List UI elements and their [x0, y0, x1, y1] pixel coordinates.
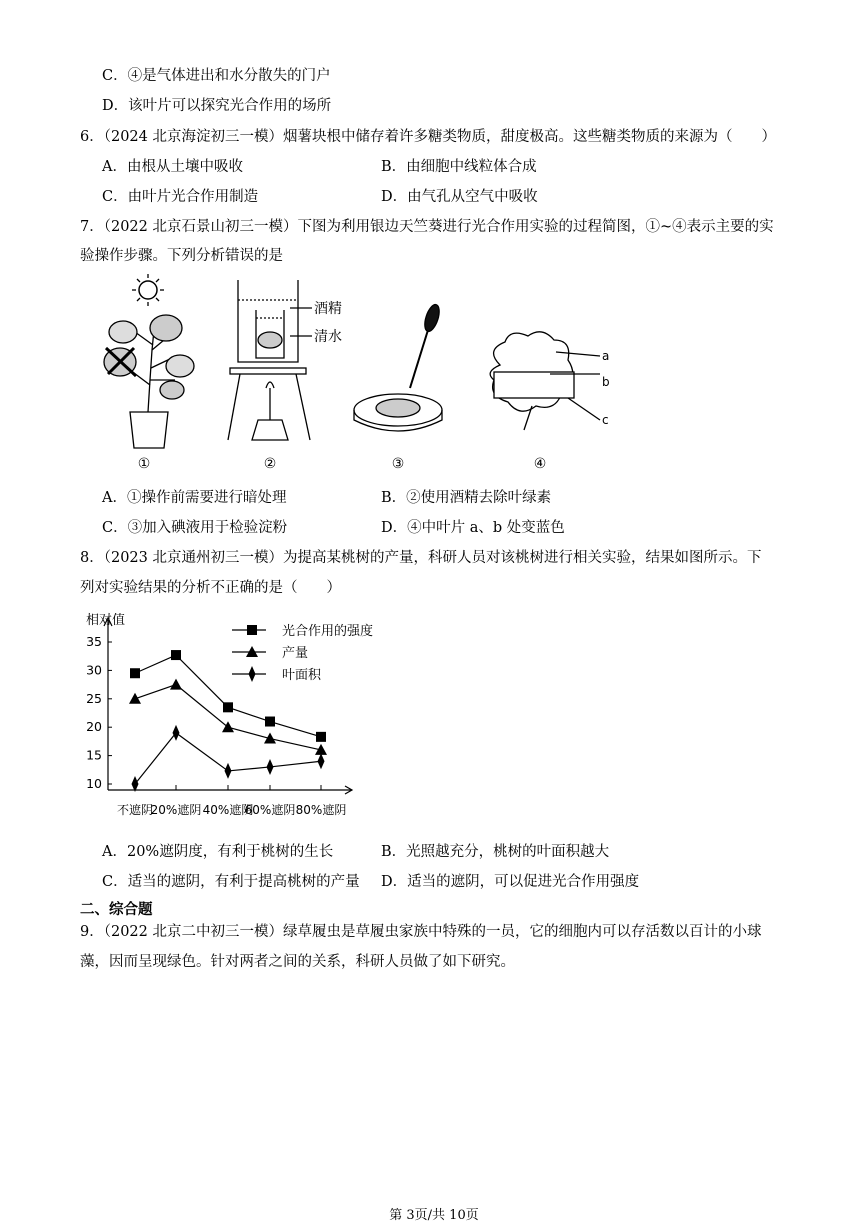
q6-option-b: B．由细胞中线粒体合成	[381, 159, 537, 175]
beaker-apparatus-icon	[228, 280, 312, 440]
q7-option-b: B．②使用酒精去除叶绿素	[381, 490, 552, 506]
legend-label: 叶面积	[282, 668, 322, 683]
section-title: 二、综合题	[80, 902, 153, 918]
data-point	[222, 721, 234, 732]
q8-option-b: B．光照越充分，桃树的叶面积越大	[381, 844, 610, 860]
q6-option-c: C．由叶片光合作用制造	[102, 189, 259, 205]
y-tick-label: 20	[86, 719, 102, 735]
y-tick-label: 15	[86, 747, 102, 763]
data-point	[264, 733, 276, 744]
q9-stem-line2: 藻，因而呈现绿色。针对两者之间的关系，科研人员做了如下研究。	[80, 954, 515, 970]
data-point	[129, 693, 141, 704]
sun-icon	[132, 274, 164, 306]
q5-option-c: C．④是气体进出和水分散失的门户	[102, 68, 331, 84]
leaf-icon	[490, 332, 600, 430]
legend-label: 光合作用的强度	[282, 624, 374, 639]
y-tick-label: 25	[86, 690, 102, 706]
q6-option-d: D．由气孔从空气中吸收	[381, 189, 538, 205]
q7-stem-line1: 7．（2022 北京石景山初三一模）下图为利用银边天竺葵进行光合作用实验的过程简图，①~④表示主要的实	[80, 219, 774, 235]
data-point	[171, 650, 181, 660]
y-tick-label: 10	[86, 776, 102, 791]
q8-option-d: D．适当的遮阴，可以促进光合作用强度	[381, 874, 640, 890]
data-point	[223, 702, 233, 712]
q6-stem: 6．（2024 北京海淀初三一模）烟薯块根中储存着许多糖类物质，甜度极高。这些糖类物质的来源为（ ）	[80, 129, 776, 145]
dish-dropper-icon	[354, 303, 442, 431]
x-tick-label: 20%遮阴	[150, 803, 202, 817]
q8-option-c: C．适当的遮阴，有利于提高桃树的产量	[102, 874, 360, 890]
q8-line-chart	[80, 606, 400, 832]
step1-label: ①	[137, 456, 151, 472]
data-point	[267, 759, 274, 775]
step4-label: ④	[533, 456, 547, 472]
leaf-label-b: b	[602, 375, 610, 389]
step2-label: ②	[263, 456, 277, 472]
q6-option-a: A．由根从土壤中吸收	[102, 159, 243, 175]
data-point	[225, 763, 232, 779]
leaf-label-a: a	[602, 349, 610, 363]
q8-stem-line1: 8．（2023 北京通州初三一模）为提高某桃树的产量，科研人员对该桃树进行相关实验，结果如图所示。下	[80, 550, 762, 566]
x-tick-label: 60%遮阴	[244, 803, 296, 817]
y-axis-label: 相对值	[86, 613, 126, 628]
legend-marker	[247, 625, 257, 635]
q5-option-d: D．该叶片可以探究光合作用的场所	[102, 98, 332, 114]
q7-option-d: D．④中叶片 a、b 处变蓝色	[381, 520, 565, 536]
data-point	[265, 717, 275, 727]
water-label: 清水	[314, 329, 342, 345]
x-tick-label: 40%遮阴	[202, 803, 254, 817]
q8-stem-line2: 列对实验结果的分析不正确的是（ ）	[80, 580, 341, 596]
series-line-1	[135, 685, 321, 750]
step3-label: ③	[391, 456, 405, 472]
q7-experiment-figure	[80, 270, 640, 480]
q7-option-c: C．③加入碘液用于检验淀粉	[102, 520, 288, 536]
alcohol-label: 酒精	[314, 301, 342, 317]
data-point	[318, 753, 325, 769]
x-tick-label: 不遮阴	[116, 803, 154, 817]
plant-icon	[104, 315, 194, 448]
y-tick-label: 35	[86, 634, 102, 649]
q9-stem-line1: 9．（2022 北京二中初三一模）绿草履虫是草履虫家族中特殊的一员，它的细胞内可以存活数以百计的小球	[80, 924, 762, 940]
leaf-label-c: c	[602, 413, 609, 427]
q7-option-a: A．①操作前需要进行暗处理	[102, 490, 287, 506]
q7-stem-line2: 验操作步骤。下列分析错误的是	[80, 248, 283, 264]
x-tick-label: 80%遮阴	[295, 803, 347, 817]
data-point	[170, 679, 182, 690]
page-footer: 第 3页/共 10页	[389, 1208, 479, 1223]
legend-marker	[249, 666, 256, 682]
q8-option-a: A．20%遮阴度，有利于桃树的生长	[102, 844, 334, 860]
data-point	[130, 668, 140, 678]
legend-label: 产量	[282, 646, 309, 661]
data-point	[173, 725, 180, 741]
y-tick-label: 30	[86, 662, 102, 678]
data-point	[316, 732, 326, 742]
